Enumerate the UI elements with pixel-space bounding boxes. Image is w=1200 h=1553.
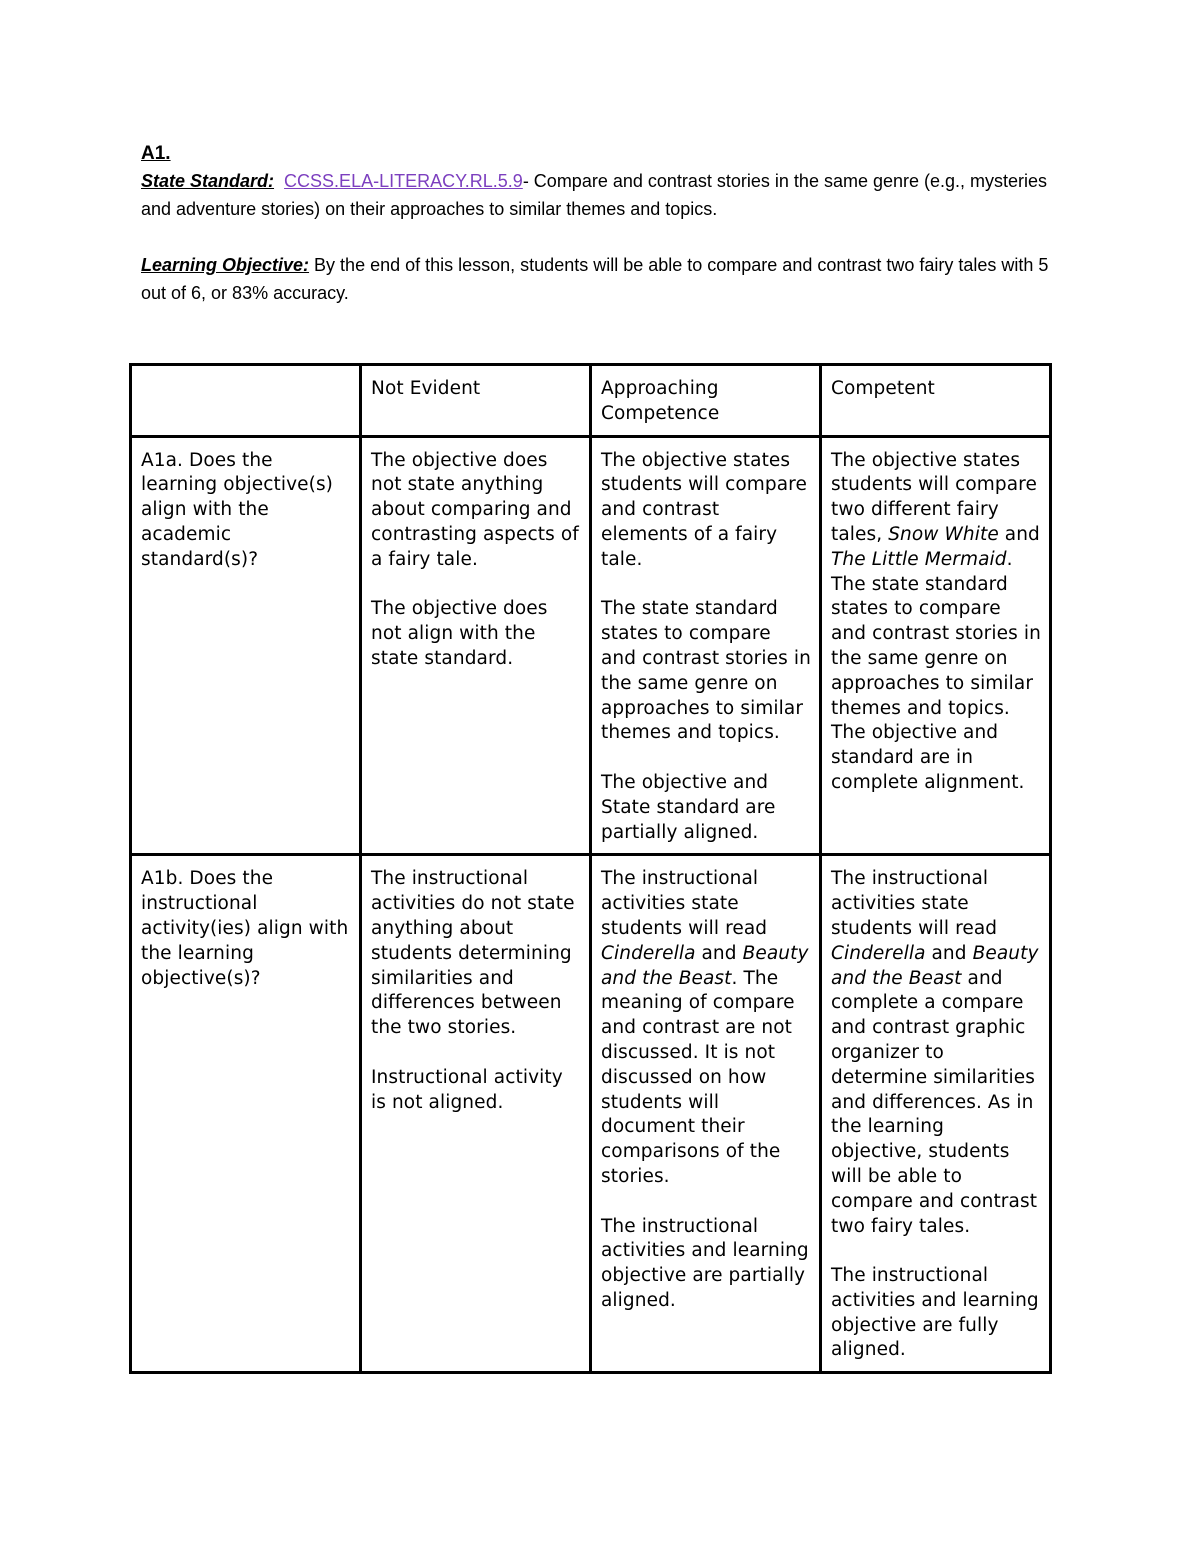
cell-paragraph: The instructional activities and learning objective are partially aligned. — [601, 1215, 809, 1311]
cell-paragraph: The instructional activities and learning objective are fully aligned. — [831, 1265, 1039, 1361]
criterion-cell: A1a. Does the learning objective(s) align with the academic standard(s)? — [131, 436, 361, 855]
not-evident-cell — [361, 855, 591, 1373]
learning-objective-text: By the end of this lesson, students will be able to compare and contrast two fairy tales with 5 out of 6, or 83% accuracy. — [141, 255, 1049, 303]
cell-paragraph — [601, 867, 811, 1189]
cell-paragraph: The objective does not state anything about comparing and contrasting aspects of a fairy tale. — [371, 449, 579, 570]
cell-paragraph: The state standard states to compare and contrast stories in the same genre on approaches to similar themes and topics. — [601, 598, 811, 744]
state-standard-paragraph — [141, 167, 1061, 223]
not-evident-cell — [361, 436, 591, 855]
rubric-table — [129, 363, 1052, 1374]
header-cell-empty — [131, 365, 361, 437]
story-title: Beauty and the Beast — [831, 942, 1039, 989]
cell-paragraph — [831, 867, 1041, 1239]
story-title: The Little Mermaid — [831, 548, 1007, 570]
competent-cell — [821, 436, 1051, 855]
header-cell-not-evident: Not Evident — [361, 365, 591, 437]
approaching-cell — [591, 855, 821, 1373]
cell-text: . The meaning of compare and contrast are not discussed. It is not discussed on how students will document their comparisons of the stories. — [601, 967, 795, 1187]
cell-text: and complete a compare and contrast graphic organizer to determine similarities and differences. As in the learning objective, students will be able to compare and contrast two fairy tales. — [831, 967, 1038, 1237]
cell-paragraph: The objective and State standard are partially aligned. — [601, 771, 776, 843]
cell-paragraph: The instructional activities do not state anything about students determining similarities and differences between the two stories. — [371, 868, 575, 1039]
cell-text: The objective states students will compare two different fairy tales, — [831, 449, 1037, 545]
cell-text: and — [695, 942, 743, 964]
story-title: Cinderella — [601, 942, 696, 964]
cell-paragraph: The objective states students will compare and contrast elements of a fairy tale. — [601, 449, 807, 570]
cell-text: The instructional activities state students will read — [601, 868, 768, 939]
cell-text: and — [998, 523, 1040, 545]
rubric-row-a1b — [131, 855, 1051, 1373]
competent-cell — [821, 855, 1051, 1373]
criterion-cell: A1b. Does the instructional activity(ies) align with the learning objective(s)? — [131, 855, 361, 1373]
cell-paragraph — [831, 449, 1041, 796]
header-cell-competent: Competent — [821, 365, 1051, 437]
story-title: Snow White — [888, 523, 999, 545]
standard-text: - Compare and contrast stories in the same genre (e.g., mysteries and adventure stories) on their approaches to similar themes and topics. — [141, 171, 1048, 219]
document-body — [141, 140, 1061, 307]
learning-objective-paragraph — [141, 251, 1061, 307]
cell-text: and — [925, 942, 973, 964]
cell-paragraph: Instructional activity is not aligned. — [371, 1066, 563, 1113]
learning-objective-label: Learning Objective: — [141, 255, 310, 275]
rubric-header-row — [131, 365, 1051, 437]
story-title: Beauty and the Beast — [601, 942, 809, 989]
section-heading: A1. — [141, 143, 171, 164]
rubric-row-a1a — [131, 436, 1051, 855]
cell-text: The instructional activities state students will read — [831, 868, 998, 939]
state-standard-label: State Standard: — [141, 171, 275, 191]
approaching-cell — [591, 436, 821, 855]
story-title: Cinderella — [831, 942, 926, 964]
cell-paragraph: The objective does not align with the state standard. — [371, 598, 548, 669]
cell-text: . The state standard states to compare and contrast stories in the same genre on approaches to similar themes and topics. The objective and standard are in complete alignment. — [831, 548, 1041, 793]
header-cell-approaching: Approaching Competence — [591, 365, 821, 437]
standard-code-link[interactable]: CCSS.ELA-LITERACY.RL.5.9 — [284, 171, 523, 191]
